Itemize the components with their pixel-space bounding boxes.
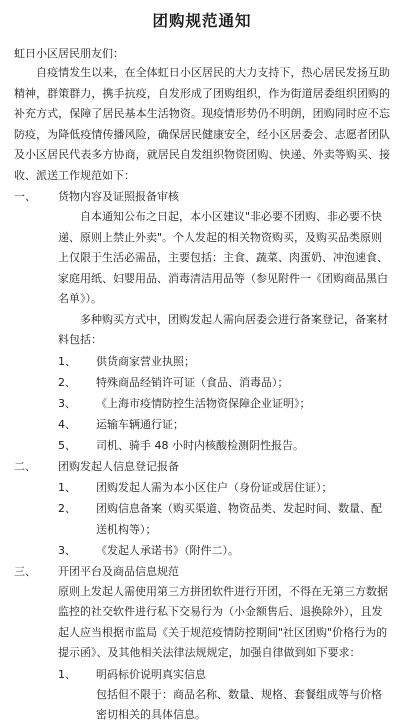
section-body-paragraph: 原则上发起人需使用第三方拼团软件进行开团，不得在无第三方数据监控的社交软件进行私下交易行为（小金额售后、退换除外），且发起人应当根据市监局《关于规范疫情防控期间"社区团购"价格行为的提示函》、及其他相关法律法规规定，加强自律做到如下要求： [58,584,388,659]
item-number: 2、 [58,501,76,515]
item-number: 1、 [58,354,76,368]
section-1-body [14,207,390,351]
item-text: 供货商家营业执照； [96,354,195,368]
section-body-paragraph: 自本通知公布之日起，本小区建议"非必要不团购、非必要不快递、原则上禁止外卖"。个人发起的相关物资购买，及购买品类原则上仅限于生活必需品，主要包括：主食、蔬菜、肉蛋奶、冲泡速食、家庭用纸、妇婴用品、消毒清洁用品等（参见附件一《团购商品黑白名单》）。 [58,210,388,305]
intro-paragraph: 自疫情发生以来，在全体虹日小区居民的大力支持下，热心居民发扬互助精神，群策群力，携手抗疫，自发形成了团购组织，作为街道居委组织团购的补充方式，保障了居民基本生活物资。现疫情形势仍不明朗，团购同时应不忘防疫，为降低疫情传播风险，确保居民健康安全，经小区居委会、志愿者团队及小区居民代表多方协商，就居民自发组织物资团购、快递、外卖等购买、接收、派送工作规范如下： [14,66,390,182]
section-title: 团购发起人信息登记报备 [58,459,179,473]
item-number: 4、 [58,417,76,431]
salutation: 虹日小区居民朋友们： [14,47,124,60]
section-1-heading [14,186,390,207]
item-text: 运输车辆通行证； [96,417,184,431]
list-item [14,498,390,540]
list-item [14,664,390,685]
list-item-detail: 包括但不限于：商品名称、数量、规格、套餐组成等与价格密切相关的具体信息。 [96,687,382,721]
section-3-body [14,582,390,664]
section-number: 二、 [14,459,36,473]
list-item [14,351,390,372]
list-item [14,414,390,435]
item-number: 1、 [58,480,76,494]
list-item [14,435,390,456]
list-item [14,540,390,561]
item-text: 《上海市疫情防控生活物资保障企业证明》； [96,396,311,410]
item-text: 特殊商品经销许可证（食品、消毒品）； [96,375,289,389]
section-number: 一、 [14,190,36,203]
item-text: 《发起人承诺书》（附件二）。 [96,543,239,557]
item-text: 司机、骑手 48 小时内核酸检测阴性报告。 [96,438,304,452]
item-number: 3、 [58,396,76,410]
section-number: 三、 [14,564,36,578]
item-text: 团购发起人需为本小区住户（身份证或居住证）； [96,480,333,494]
item-number: 5、 [58,438,76,452]
item-text: 团购信息备案（购买渠道、物资品类、发起时间、数量、配送机构等）； [96,501,382,536]
section-body-paragraph: 多种购买方式中，团购发起人需向居委会进行备案登记，备案材料包括： [58,312,388,346]
section-3-heading [14,561,390,582]
section-title: 开团平台及商品信息规范 [58,564,179,578]
list-item [14,393,390,414]
item-number: 3、 [58,543,76,557]
list-item [14,477,390,498]
page-title: 团购规范通知 [152,12,252,30]
item-text: 明码标价说明真实信息 [96,667,206,681]
section-2-heading [14,456,390,477]
item-number: 1、 [58,667,76,681]
item-number: 2、 [58,375,76,389]
list-item [14,372,390,393]
section-title: 货物内容及证照报备审核 [58,190,179,203]
